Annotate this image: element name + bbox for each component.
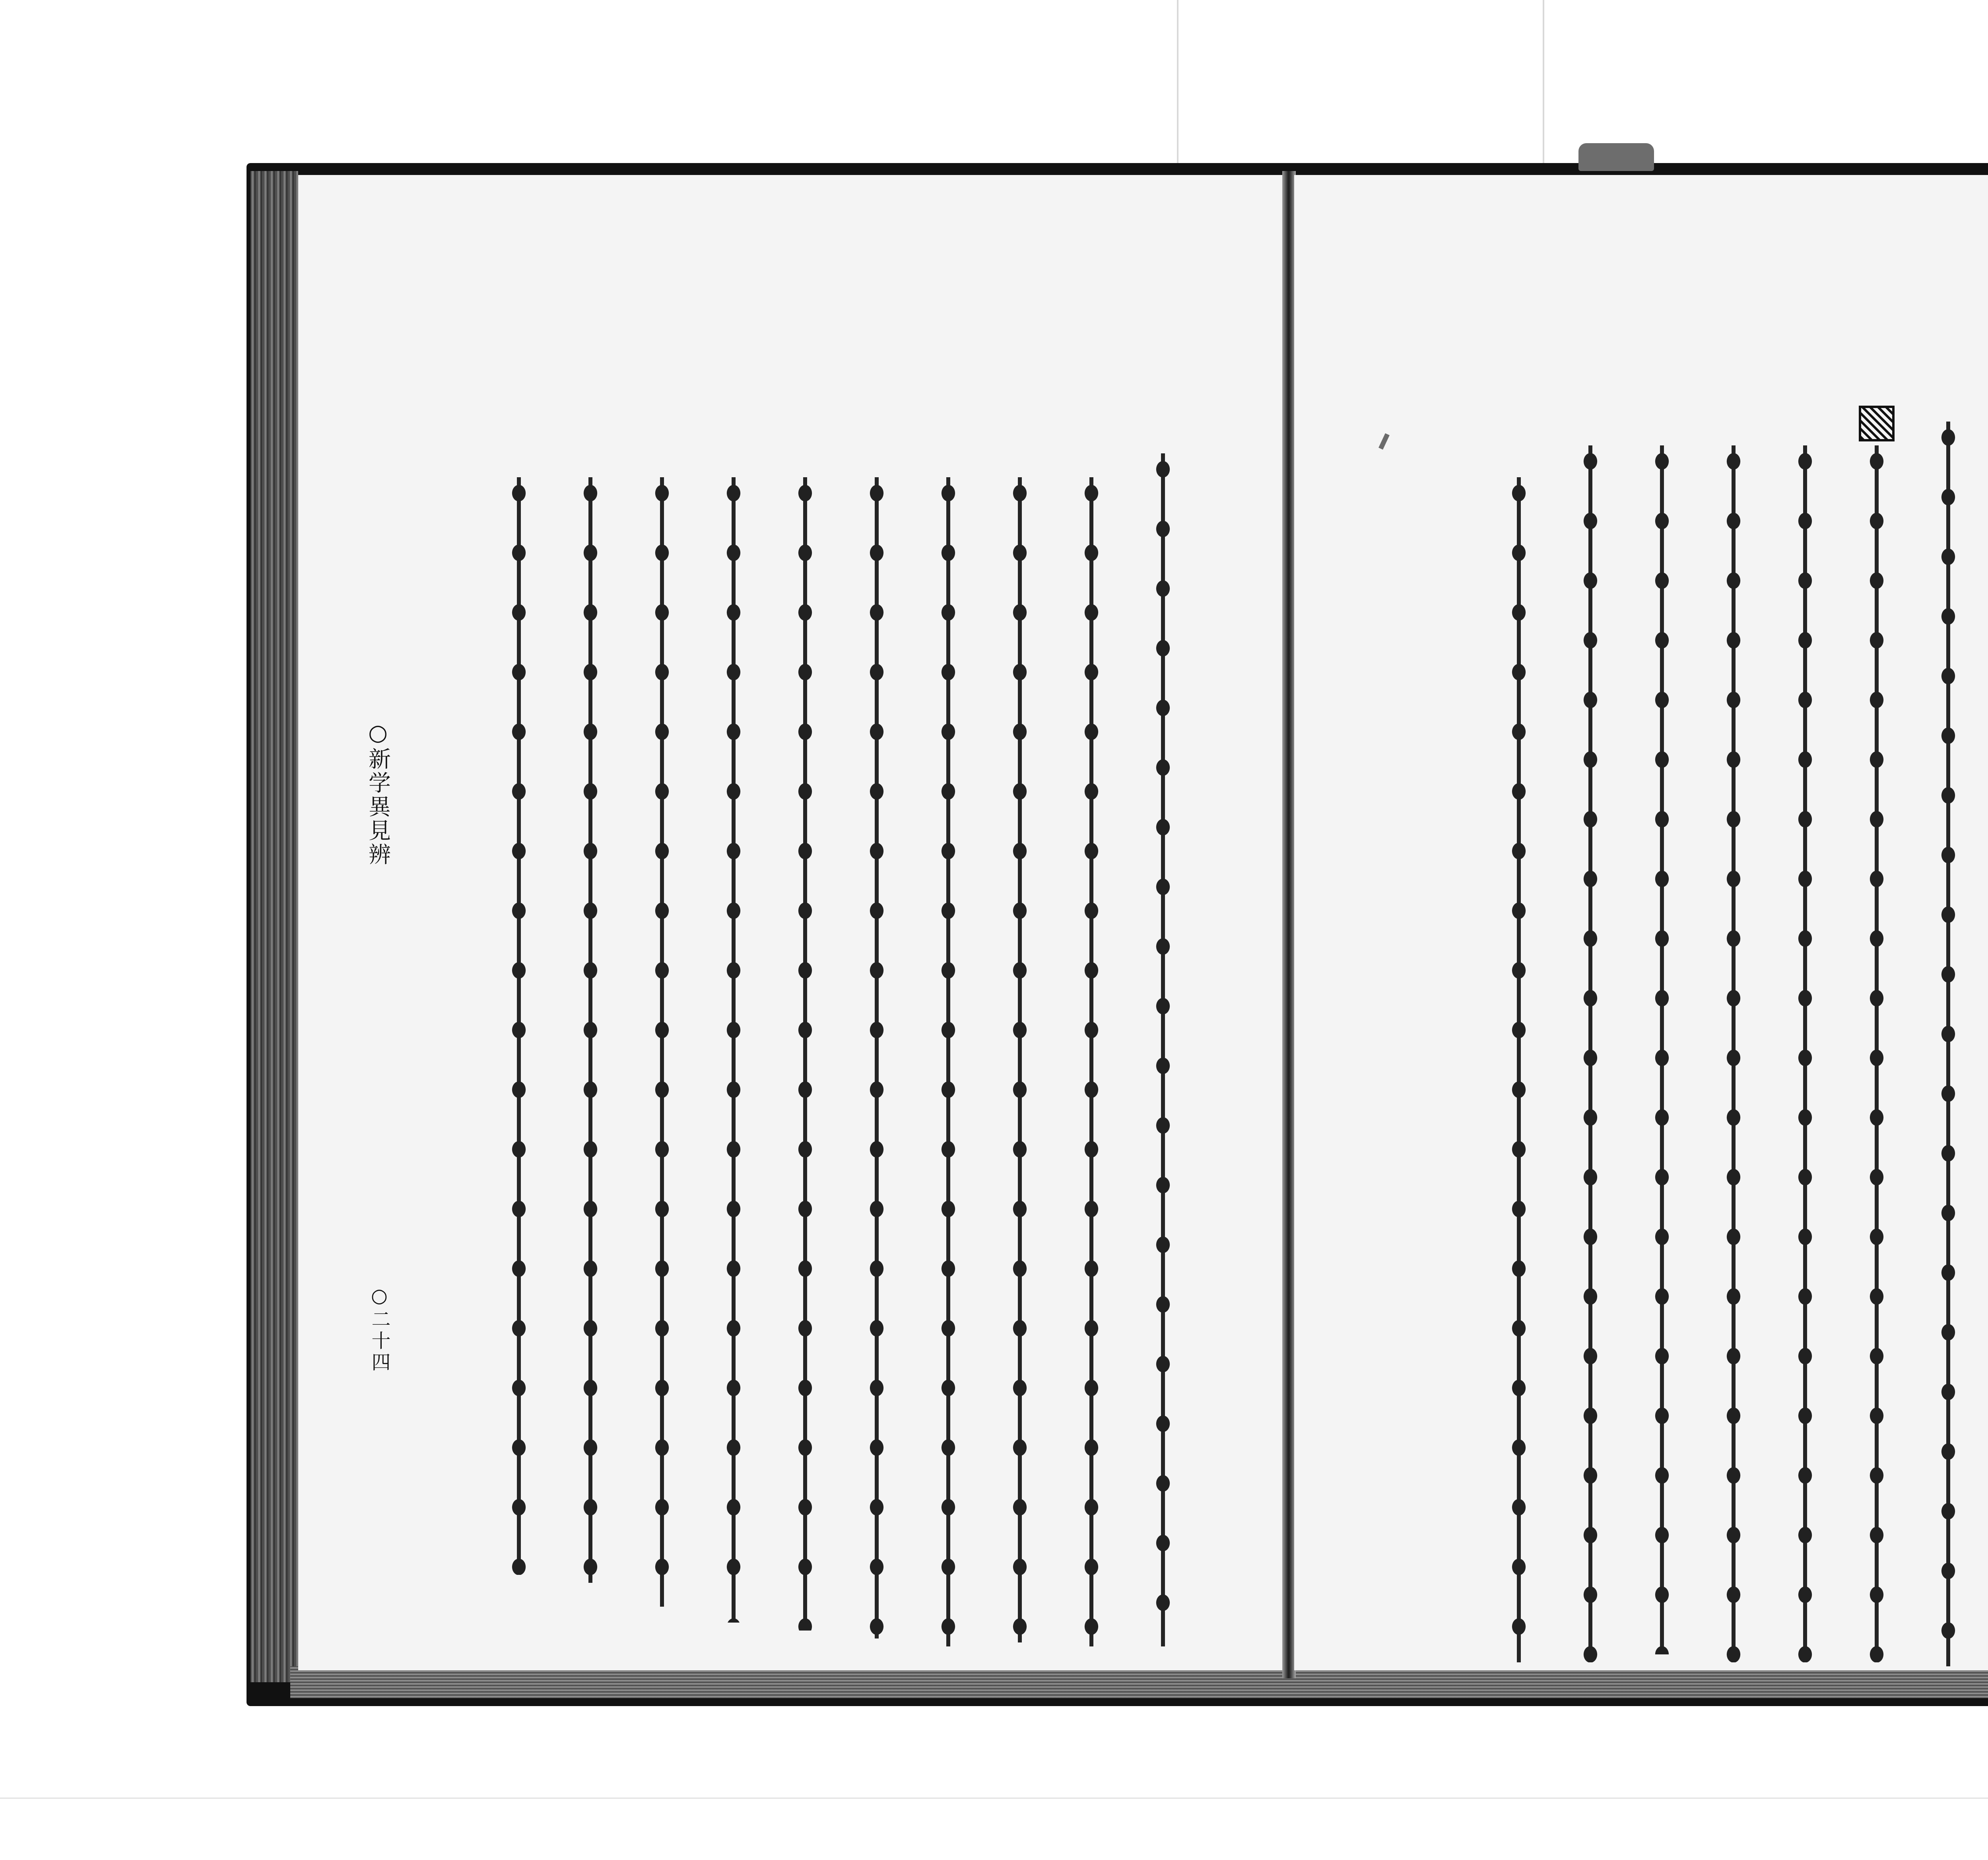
left-page-text bbox=[298, 175, 1284, 1670]
book-gutter bbox=[1282, 171, 1296, 1678]
right-page bbox=[1294, 175, 1988, 1670]
bookmark-ribbon bbox=[1578, 143, 1654, 171]
scanner-guide-line bbox=[1543, 0, 1544, 171]
open-book bbox=[247, 163, 1988, 1706]
scanner-guide-line bbox=[1177, 0, 1178, 171]
ink-speck bbox=[1378, 433, 1390, 449]
right-page-text bbox=[1294, 175, 1988, 1670]
left-page bbox=[298, 175, 1285, 1670]
scanner-guide-line bbox=[0, 1798, 1988, 1799]
left-fore-edge bbox=[250, 171, 298, 1682]
page-number: ○二十四 bbox=[368, 1285, 390, 1374]
bottom-page-edges bbox=[290, 1666, 1988, 1698]
running-head: ○新学異見辨 bbox=[365, 720, 391, 867]
section-mark-badge bbox=[1859, 406, 1895, 441]
